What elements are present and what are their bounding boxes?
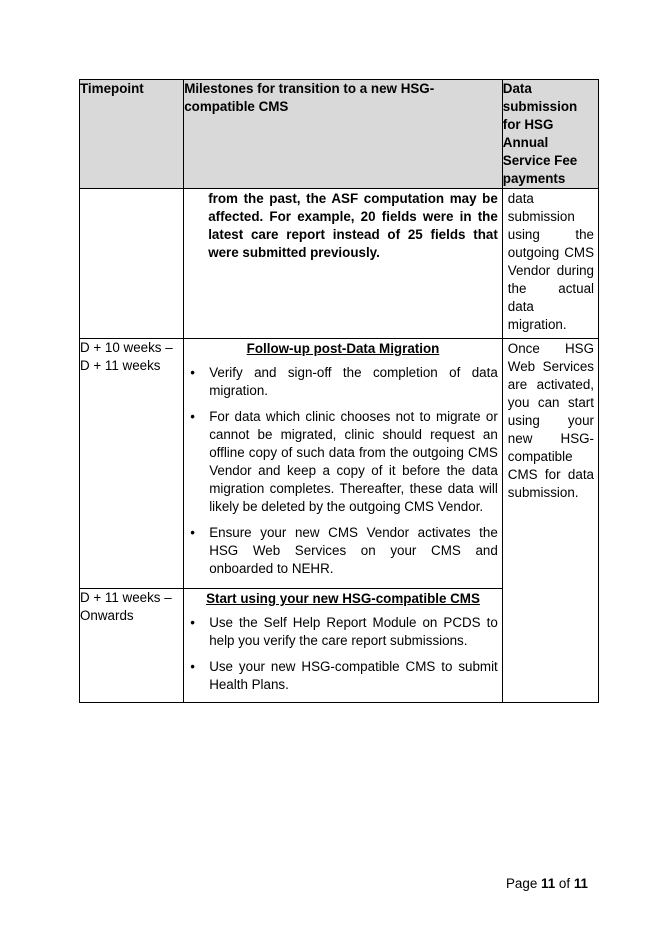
list-item: • For data which clinic chooses not to migrate or cannot be migrated, clinic should request an offline copy of such data from the outgoing CMS Vendor and keep a copy of it before the data migration completes. Thereafter, these data will likely be deleted by the outgoing CMS Vendor.: [190, 408, 498, 516]
row1-milestone-text: from the past, the ASF computation may be affected. For example, 20 fields were in the latest care report instead of 25 fields that were submitted previously.: [208, 191, 498, 260]
row3-section-title: Start using your new HSG-compatible CMS: [206, 591, 480, 606]
header-data-submission: Data submission for HSG Annual Service Fee payments: [502, 80, 598, 189]
row2-data-submission-text: Once HSG Web Services are activated, you can start using your new HSG-compatible CMS for data submission.: [507, 341, 594, 500]
page-number-footer: [506, 875, 588, 893]
row3-timepoint: D + 11 weeks – Onwards: [80, 589, 184, 703]
row2-section-title: Follow-up post-Data Migration: [246, 341, 440, 356]
list-item: • Verify and sign-off the completion of data migration.: [190, 364, 498, 400]
row1-data-submission-text: data submission using the outgoing CMS Vendor during the actual data migration.: [507, 191, 594, 332]
of-label: of: [558, 876, 571, 891]
row2-bullet-list: [184, 364, 502, 578]
row2-data-submission: [502, 339, 598, 703]
table-header-row: [80, 80, 599, 189]
list-item: • Use the Self Help Report Module on PCDS to help you verify the care report submissions.: [190, 614, 498, 650]
table-row: [80, 339, 599, 589]
row1-milestone: [184, 189, 503, 339]
row3-milestone: [184, 589, 503, 703]
row3-bullet-list: [184, 614, 502, 694]
current-page: 11: [541, 876, 556, 891]
header-timepoint: Timepoint: [80, 80, 184, 189]
page-label: Page: [506, 876, 538, 891]
total-pages: 11: [573, 876, 588, 891]
table-row: [80, 189, 599, 339]
row1-timepoint: [80, 189, 184, 339]
transition-milestones-table: [79, 79, 599, 703]
row1-data-submission: [502, 189, 598, 339]
row2-timepoint: D + 10 weeks – D + 11 weeks: [80, 339, 184, 589]
header-milestones: Milestones for transition to a new HSG-compatible CMS: [184, 80, 503, 189]
row2-milestone: [184, 339, 503, 589]
list-item: • Ensure your new CMS Vendor activates the HSG Web Services on your CMS and onboarded to NEHR.: [190, 524, 498, 578]
list-item: • Use your new HSG-compatible CMS to submit Health Plans.: [190, 658, 498, 694]
